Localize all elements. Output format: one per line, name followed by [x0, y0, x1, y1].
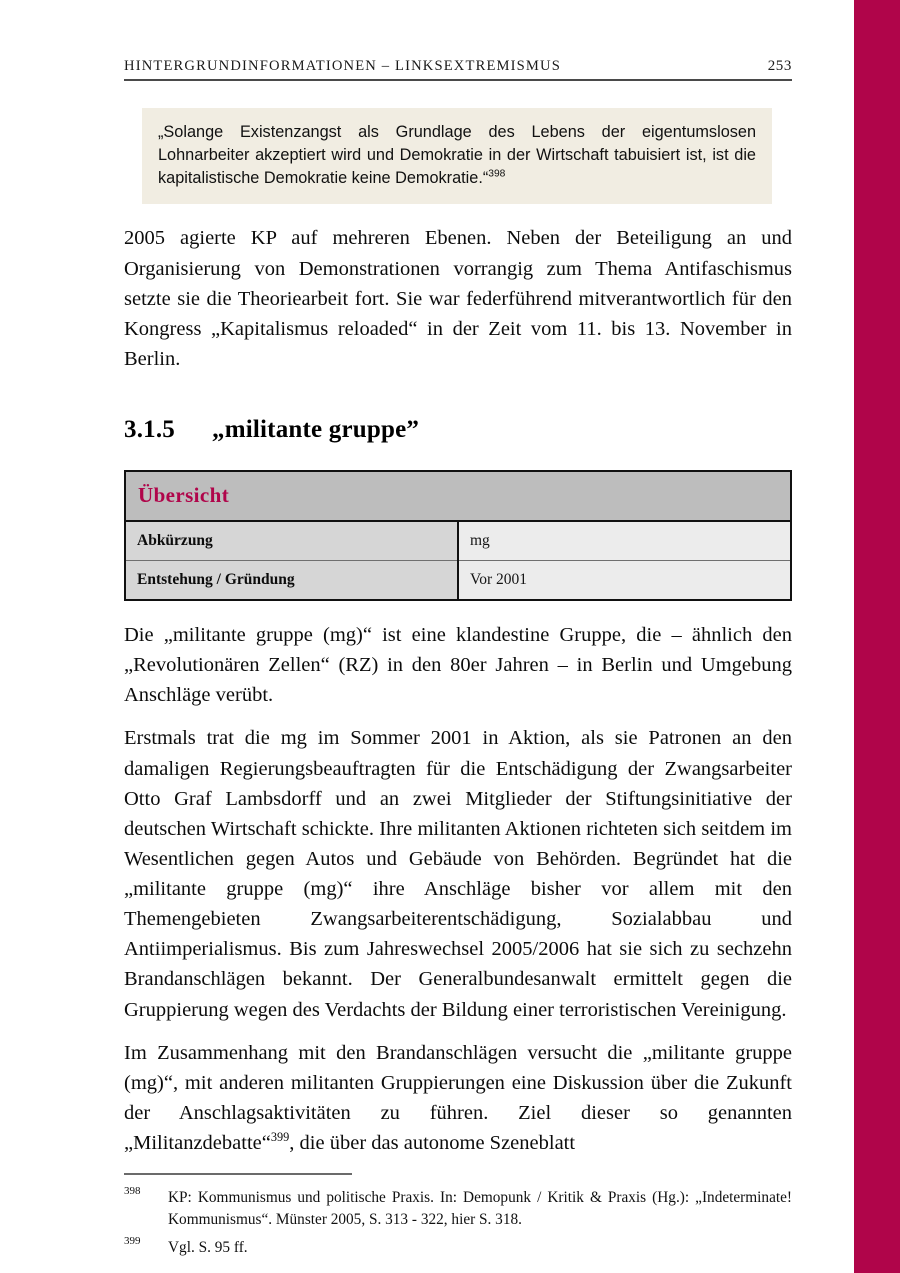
overview-row-value-abkuerzung: mg [458, 521, 791, 561]
running-head [124, 0, 792, 75]
section-title: „militante gruppe” [212, 416, 420, 444]
footnote-marker: 399 [124, 1234, 141, 1247]
overview-row-label-abkuerzung: Abkürzung [125, 521, 458, 561]
body-paragraph-4 [124, 1038, 792, 1159]
pull-quote-text: „Solange Existenzangst als Grundlage des Lebens der eigentumslosen Lohnarbeiter akzeptiert wird und Demokratie in der Wirtschaft tabuisiert ist, ist die kapitalistische Demokratie keine Demokratie.“ [158, 123, 756, 188]
body-paragraph-3: Erstmals trat die mg im Sommer 2001 in Aktion, als sie Patronen an den damaligen Regierungsbeauftragten für die Entschädigung der Zwangsarbeiter Otto Graf Lambsdorff und an zwei Mitglieder der Stiftungsinitiative der deutschen Wirtschaft schickte. Ihre militanten Aktionen richteten sich seitdem im Wesentlichen gegen Autos und Gebäude von Behörden. Begründet hat die „militante gruppe (mg)“ ihre Anschläge bisher vor allem mit den Themengebieten Zwangsarbeiterentschädigung, Sozialabbau und Antiimperialismus. Bis zum Jahreswechsel 2005/2006 hat sie sich zu sechzehn Brandanschlägen bekannt. Der Generalbundesanwalt ermittelt gegen die Gruppierung wegen des Verdachts der Bildung einer terroristischen Vereinigung. [124, 727, 792, 1021]
footnote-item-398 [124, 1187, 792, 1230]
running-head-title: HINTERGRUNDINFORMATIONEN – LINKSEXTREMISMUS [124, 58, 561, 74]
pull-quote-box [142, 108, 772, 204]
footnote-item-399 [124, 1234, 792, 1258]
table-row [125, 521, 791, 561]
footnote-marker: 398 [124, 1185, 141, 1198]
section-heading [124, 416, 792, 444]
overview-row-label-entstehung: Entstehung / Gründung [125, 561, 458, 601]
pull-quote-footnote-marker: 398 [488, 168, 506, 180]
footnote-separator-rule [124, 1173, 352, 1175]
overview-table [124, 470, 792, 601]
page-content [124, 0, 792, 1265]
body-paragraph-4-part2: , die über das autonome Szeneblatt [289, 1132, 576, 1155]
footnote-text: Vgl. S. 95 ff. [168, 1238, 248, 1256]
overview-table-header-label: Übersicht [125, 471, 791, 521]
table-row [125, 471, 791, 521]
body-paragraph-2: Die „militante gruppe (mg)“ ist eine klandestine Gruppe, die – ähnlich den „Revolutionären Zellen“ (RZ) in den 80er Jahren – in Berlin und Umgebung Anschläge verübt. [124, 624, 792, 707]
body-footnote-marker-399: 399 [270, 1130, 290, 1145]
footnote-text: KP: Kommunismus und politische Praxis. In: Demopunk / Kritik & Praxis (Hg.): „Indeterminate! Kommunismus“. Münster 2005, S. 313 - 322, hier S. 318. [168, 1189, 792, 1228]
overview-table-body [125, 521, 791, 600]
page-number: 253 [767, 58, 792, 74]
running-head-rule [124, 79, 792, 81]
overview-table-head [125, 471, 791, 521]
section-number: 3.1.5 [124, 416, 175, 444]
page-edge-accent-bar [854, 0, 900, 1273]
body-paragraph-4-part1: Im Zusammenhang mit den Brandanschlägen versucht die „militante gruppe (mg)“, mit anderen militanten Gruppierungen eine Diskussion über die Zukunft der Anschlagsaktivitäten zu führen. Ziel dieser so genannten „Militanzdebatte“ [124, 1041, 792, 1155]
body-paragraph-1: 2005 agierte KP auf mehreren Ebenen. Neben der Beteiligung an und Organisierung von Demonstrationen vorrangig zum Thema Antifaschismus setzte sie die Theoriearbeit fort. Sie war federführend mitverantwortlich für den Kongress „Kapitalismus reloaded“ in der Zeit vom 11. bis 13. November in Berlin. [124, 227, 792, 370]
footnote-list [124, 1187, 792, 1258]
table-row [125, 561, 791, 601]
overview-row-value-entstehung: Vor 2001 [458, 561, 791, 601]
